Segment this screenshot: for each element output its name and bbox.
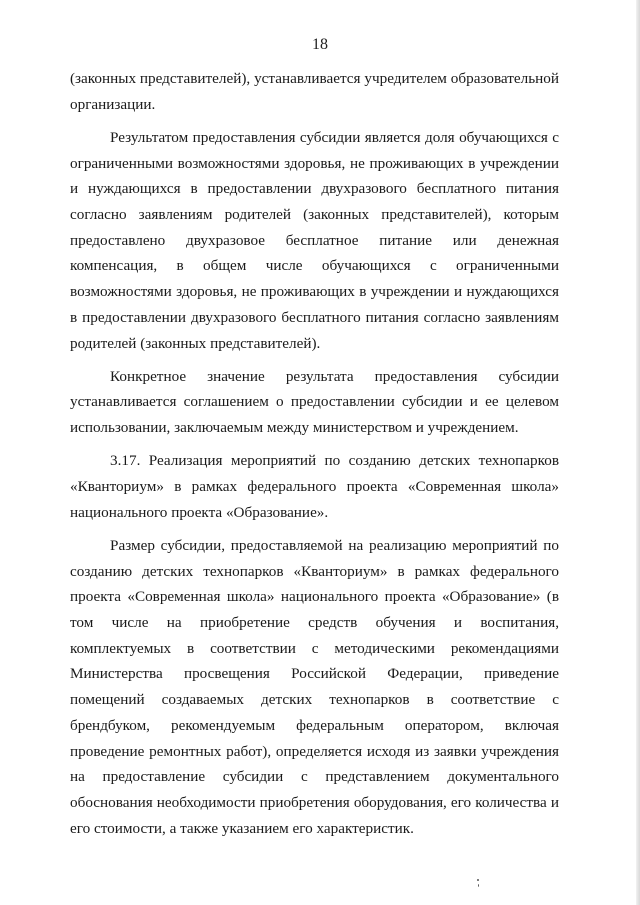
document-body	[70, 66, 559, 849]
scan-speck	[477, 879, 479, 881]
paragraph-continuation: (законных представителей), устанавливается учредителем образовательной организации.	[70, 70, 559, 113]
paragraph-section-3-17: 3.17. Реализация мероприятий по созданию детских технопарков «Кванториум» в рамках федерального проекта «Современная школа» национального проекта «Образование».	[70, 452, 559, 521]
paragraph-subsidy-size: Размер субсидии, предоставляемой на реализацию мероприятий по созданию детских технопарков «Кванториум» в рамках федерального проекта «Современная школа» национального проекта «Образование» (в том числе на приобретение средств обучения и воспитания, комплектуемых в соответствии с методическими рекомендациями Министерства просвещения Российской Федерации, приведение помещений создаваемых детских технопарков в соответствие с брендбуком, рекомендуемым федеральным оператором, включая проведение ремонтных работ), определяется исходя из заявки учреждения на предоставление субсидии с представлением документального обоснования необходимости приобретения оборудования, его количества и его стоимости, а также указанием его характеристик.	[70, 536, 559, 837]
page-number: 18	[312, 36, 328, 53]
paragraph-subsidy-result: Результатом предоставления субсидии является доля обучающихся с ограниченными возможностями здоровья, не проживающих в учреждении и нуждающихся в предоставлении двухразового бесплатного питания согласно заявлениям родителей (законных представителей), которым предоставлено двухразовое бесплатное питание или денежная компенсация, в общем числе обучающихся с ограниченными возможностями здоровья, не проживающих в учреждении и нуждающихся в предоставлении двухразового бесплатного питания согласно заявлениям родителей (законных представителей).	[70, 128, 559, 352]
scan-speck	[478, 884, 479, 887]
scan-edge-shadow	[636, 0, 640, 905]
paragraph-result-value: Конкретное значение результата предоставления субсидии устанавливается соглашением о предоставлении субсидии и ее целевом использовании, заключаемым между министерством и учреждением.	[70, 367, 559, 437]
